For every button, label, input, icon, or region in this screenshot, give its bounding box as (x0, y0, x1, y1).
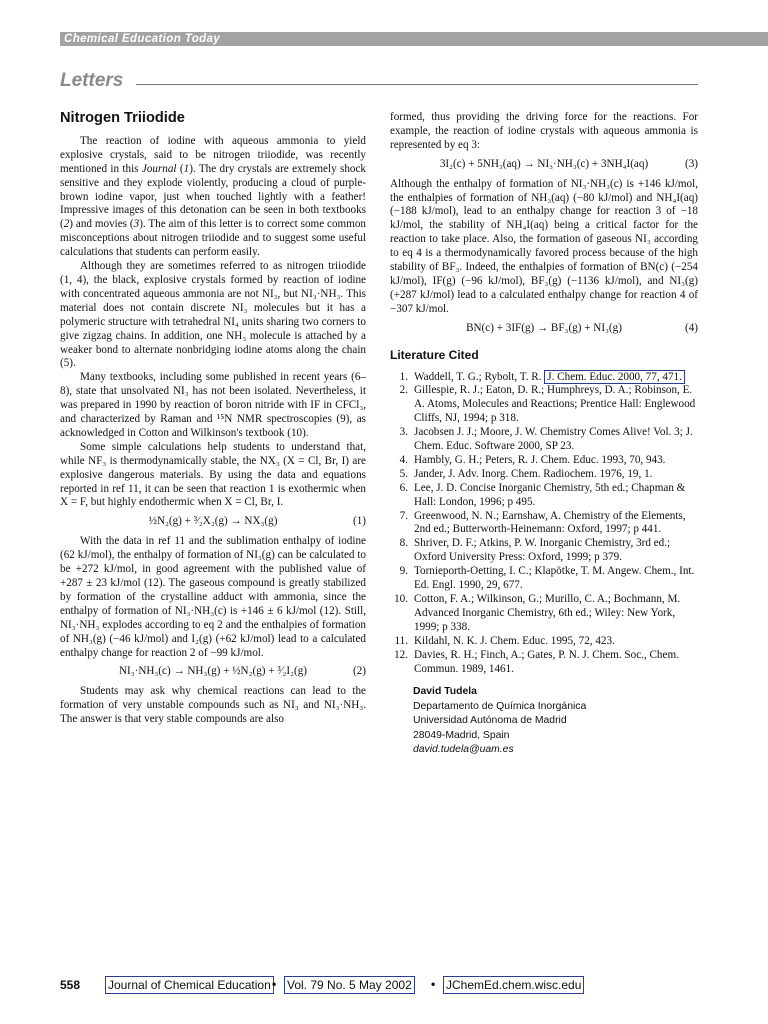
equation-4-number: (4) (685, 321, 698, 334)
reference-item: 9. Tornieporth-Oetting, I. C.; Klapötke, T. M. Angew. Chem., Int. Ed. Engl. 1990, 29, 677. (399, 565, 695, 592)
equation-2-text: NI₃·NH₃(c) → NH₃(g) + ½N₂(g) + ³⁄₂I₂(g) (118, 665, 307, 678)
reference-item: 5. Jander, J. Adv. Inorg. Chem. Radiochem. 1976, 19, 1. (399, 467, 653, 480)
author-city: 28049-Madrid, Spain (413, 729, 510, 741)
reference-item: 11. Kildahl, N. K. J. Chem. Educ. 1995, 72, 423. (394, 634, 615, 647)
reference-1-link[interactable]: J. Chem. Educ. 2000, 77, 471. (544, 370, 685, 384)
left-column (60, 112, 366, 727)
author-university: Universidad Autónoma de Madrid (413, 715, 567, 727)
author-name: David Tudela (413, 686, 477, 698)
reference-item: 10. Cotton, F. A.; Wilkinson, G.; Murillo, C. A.; Bochmann, M. Advanced Inorganic Chemistry, 6th ed.; Wiley: New York, 1999; p 338. (394, 593, 681, 633)
equation-2 (60, 665, 366, 679)
page-footer (60, 976, 700, 994)
journal-link[interactable]: Journal of Chemical Education (105, 976, 274, 994)
equation-2-number: (2) (353, 665, 366, 678)
section-rule (136, 84, 698, 85)
equation-1 (60, 515, 366, 529)
literature-cited-heading: Literature Cited (390, 347, 479, 362)
reference-item: 2. Gillespie, R. J.; Eaton, D. R.; Humphreys, D. A.; Robinson, E. A. Atoms, Molecules and Reactions; Prentice Hall: Englewood Cliffs, NJ, 1994; p 318. (399, 384, 696, 425)
footer-bullet: • (431, 977, 436, 991)
reference-list (390, 371, 698, 677)
equation-4-text: BN(c) + 3IF(g) → BF₃(g) + NI₃(g) (466, 321, 622, 334)
reference-item: 3. Jacobsen J. J.; Moore, J. W. Chemistry Comes Alive! Vol. 3; J. Chem. Educ. Software 2000, SP 23. (399, 426, 693, 453)
section-title: Letters (60, 70, 124, 91)
reference-item: 12. Davies, R. H.; Finch, A.; Gates, P. N. J. Chem. Soc., Chem. Commun. 1989, 1461. (394, 648, 679, 675)
article-title: Nitrogen Triiodide (60, 110, 185, 126)
reference-item: 1. Waddell, T. G.; Rybolt, T. R. J. Chem. Educ. 2000, 77, 471. (390, 371, 698, 385)
equation-3-text: 3I₂(c) + 5NH₃(aq) → NI₃·NH₃(c) + 3NH₄I(aq) (439, 157, 649, 170)
banner-label: Chemical Education Today (64, 33, 221, 45)
page-number: 558 (60, 978, 81, 992)
paragraph-8: Although the enthalpy of formation of NI₃·NH₃(c) is +146 kJ/mol, the enthalpies of formation of NH₃(aq) (−80 kJ/mol) and NH₄I(aq) (−188 kJ/mol), lead to an enthalpy change for reaction 3 of −18 kJ/mol, the stability of NH₄I(aq) being a critical factor for the reaction to take place. Also, the formation of gaseous NI₃ according to eq 4 is a thermodynamically favored process because of the high stability of BF₃. Indeed, the enthalpies of formation of BN(c) (−254 kJ/mol), IF(g) (−96 kJ/mol), BF₃(g) (−1136 kJ/mol), and NI₃(g) (+287 kJ/mol) lead to a calculated enthalpy change for reaction 4 of −307 kJ/mol. (390, 177, 698, 315)
paragraph-3: Many textbooks, including some published in recent years (6–8), state that unsolvated NI₃ has not been isolated. Nevertheless, it was prepared in 1990 by reaction of boron nitride with IF in CFCl₃, and characterized by Raman and ¹⁵N NMR spectroscopies (9), as acknowledged in Cotton and Wilkinson's textbook (10). (60, 371, 366, 439)
author-department: Departamento de Química Inorgánica (413, 700, 587, 712)
website-link[interactable]: JChemEd.chem.wisc.edu (443, 976, 584, 994)
equation-1-text: ½N₂(g) + ³⁄₂X₂(g) → NX₃(g) (148, 515, 278, 528)
paragraph-6: Students may ask why chemical reactions can lead to the formation of very unstable compounds such as NI₃ and NI₃·NH₃. The answer is that very stable compounds are also (60, 685, 366, 726)
paragraph-4: Some simple calculations help students to understand that, while NF₃ is thermodynamically stable, the NX₃ (X = Cl, Br, I) are explosive dangerous materials. By using the data and equations reported in ref 11, it can be seen that reaction 1 is exothermic when X = F, but highly endothermic when X = Cl, Br, I. (60, 440, 366, 509)
reference-item: 7. Greenwood, N. N.; Earnshaw, A. Chemistry of the Elements, 2nd ed.; Butterworth-Heinemann: Oxford, 1997; p 441. (399, 509, 686, 536)
reference-item: 4. Hambly, G. H.; Peters, R. J. Chem. Educ. 1993, 70, 943. (399, 453, 666, 466)
author-email[interactable]: david.tudela@uam.es (413, 744, 514, 756)
equation-4 (390, 322, 698, 336)
right-column (390, 111, 698, 757)
author-block (390, 685, 698, 757)
footer-bullet: • (272, 977, 277, 991)
banner (60, 32, 768, 46)
equation-1-number: (1) (353, 515, 366, 528)
equation-3-number: (3) (685, 157, 698, 170)
paragraph-5: With the data in ref 11 and the sublimation enthalpy of iodine (62 kJ/mol), the enthalpy of formation of NI₃(g) can be calculated to be +272 kJ/mol, in good agreement with the published value of +287 ± 23 kJ/mol (12). The gaseous compound is greatly stabilized by formation of the crystalline adduct with ammonia, since the enthalpy of formation of NI₃·NH₃(c) is +146 ± 6 kJ/mol (12). Still, NI₃·NH₃ explodes according to eq 2 and the enthalpies of formation of NH₃(g) (−46 kJ/mol) and I₂(g) (+62 kJ/mol) lead to a calculated enthalpy change for reaction 2 of −99 kJ/mol. (60, 535, 366, 659)
equation-3 (390, 158, 698, 172)
paragraph-2: Although they are sometimes referred to as nitrogen triiodide (1, 4), the black, explosive crystals formed by reaction of iodine with concentrated aqueous ammonia are not NI₃, but NI₃·NH₃. This material does not contain discrete NI₃ molecules but it has a polymeric structure with tetrahedral NI₄ units sharing two corners to give zigzag chains. In addition, one NH₃ molecule is attached by a weaker bond to alternate nonbridging iodine atoms along the chain (5). (60, 260, 366, 370)
paragraph-7: formed, thus providing the driving force for the reactions. For example, the reaction of iodine crystals with aqueous ammonia is represented by eq 3: (390, 111, 698, 151)
paragraph-1: The reaction of iodine with aqueous ammonia to yield explosive crystals, said to be nitrogen triiodide, was recently mentioned in this Journal (1). The dry crystals are extremely shock sensitive and they explode violently, producing a cloud of purple-brown iodine vapor, just when touched lightly with a feather! Impressive images of this detonation can be seen in both textbooks (2) and movies (3). The aim of this letter is to correct some common misconceptions about nitrogen triiodide and to suggest some useful calculations that students can perform easily. (60, 134, 367, 259)
reference-item: 8. Shriver, D. F.; Atkins, P. W. Inorganic Chemistry, 3rd ed.; Oxford University Press: Oxford, 1999; p 379. (399, 537, 671, 564)
reference-item: 6. Lee, J. D. Concise Inorganic Chemistry, 5th ed.; Chapman & Hall: London, 1996; p 495. (399, 481, 686, 508)
volume-link[interactable]: Vol. 79 No. 5 May 2002 (284, 976, 415, 994)
